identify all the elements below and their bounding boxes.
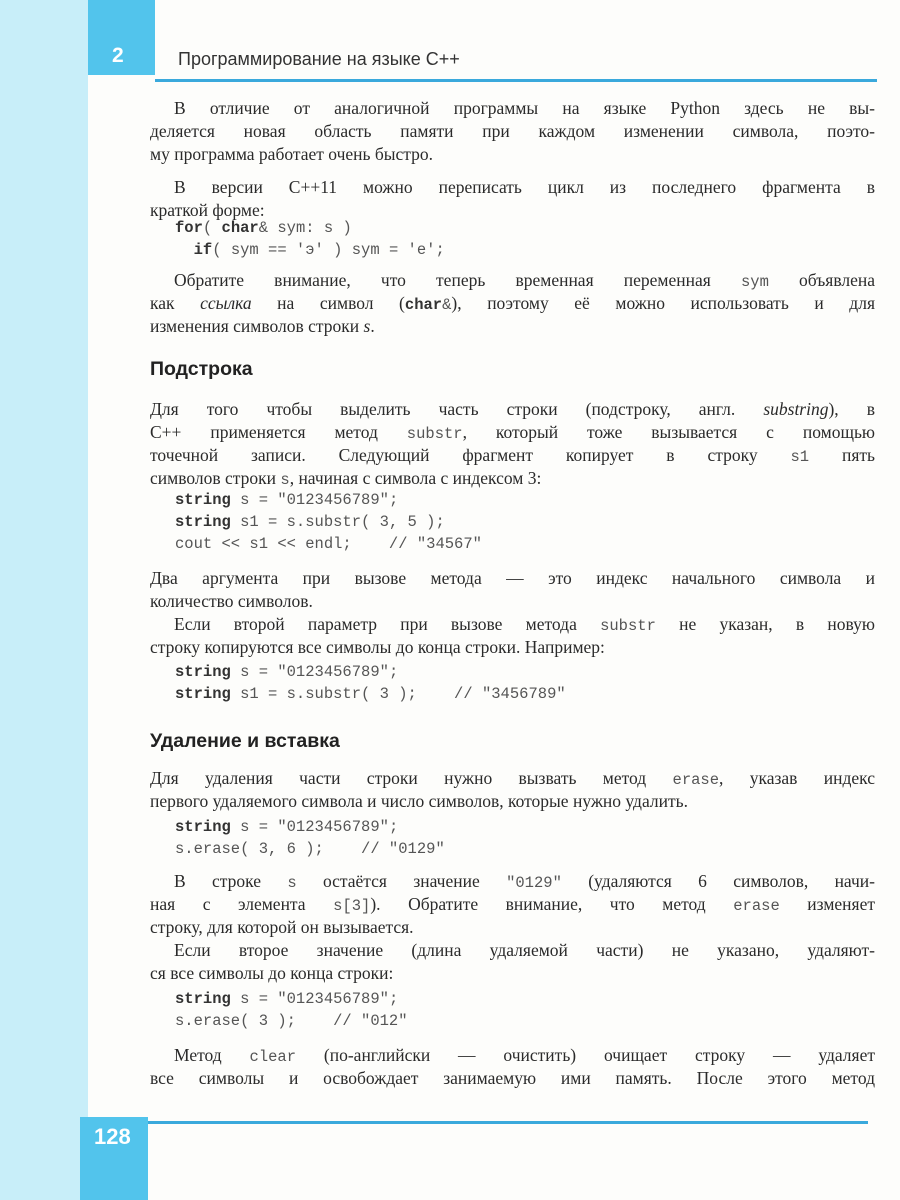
text-line [150, 421, 875, 444]
chapter-number: 2 [112, 44, 124, 67]
code-keyword: string [175, 990, 231, 1008]
text-line [150, 143, 875, 166]
italic-term: s [363, 316, 371, 336]
inline-code [175, 241, 194, 259]
paragraph [150, 97, 875, 166]
code-line [175, 838, 900, 860]
inline-code: s.erase( 3, 6 ); // "0129" [175, 840, 445, 858]
text-line [150, 870, 875, 893]
code-listing [175, 489, 900, 555]
paragraph [150, 767, 875, 813]
text-line [150, 97, 875, 120]
text-run: изменения символов строки [150, 316, 364, 336]
text-run: краткой форме: [150, 200, 265, 220]
text-line [150, 916, 875, 939]
inline-code: s.erase( 3 ); // "012" [175, 1012, 408, 1030]
text-run: Два аргумента при вызове метода — это индекс начального символа и [150, 568, 875, 588]
text-run: пять [809, 445, 876, 465]
code-listing [175, 661, 900, 705]
paragraph [150, 613, 875, 659]
text-run: ). Обратите внимание, что метод [370, 894, 734, 914]
code-line [175, 489, 900, 511]
text-run: Метод [174, 1045, 250, 1065]
text-run: Для того чтобы выделить часть строки (подстроку, англ. [150, 399, 764, 419]
italic-term: substring [763, 399, 829, 419]
inline-code: s1 = s.substr( 3 ); // "3456789" [230, 685, 566, 703]
paragraph [150, 176, 875, 222]
text-line [150, 1067, 875, 1090]
code-keyword: string [175, 663, 231, 681]
section-heading: Подстрока [150, 358, 253, 380]
inline-code: s = "0123456789"; [230, 990, 399, 1008]
text-line [150, 939, 875, 962]
text-line [150, 444, 875, 467]
code-line [175, 1010, 900, 1032]
text-line [150, 962, 875, 985]
inline-code: ( sym == 'э' ) sym = 'е'; [212, 241, 445, 259]
text-line [150, 613, 875, 636]
inline-code: substr [406, 425, 463, 443]
inline-code: clear [249, 1048, 297, 1066]
inline-code: s = "0123456789"; [230, 818, 399, 836]
inline-code: s [287, 874, 297, 892]
inline-code: & sym: s ) [258, 219, 352, 237]
text-run: символов строки [150, 468, 281, 488]
inline-code: sym [740, 273, 769, 291]
page-number: 128 [94, 1124, 131, 1149]
inline-code: ( [202, 219, 222, 237]
text-run: В версии C++11 можно переписать цикл из последнего фрагмента в [174, 177, 875, 197]
text-run: как [150, 293, 201, 313]
text-run: Для удаления части строки нужно вызвать метод [150, 768, 673, 788]
inline-code: erase [733, 897, 780, 915]
text-run: ), в [828, 399, 875, 419]
italic-term: ссылка [200, 293, 252, 313]
code-line [175, 239, 900, 261]
text-run: (по-английски — очистить) очищает строку — удаляет [296, 1045, 875, 1065]
text-run: C++ применяется метод [150, 422, 407, 442]
inline-code: s1 [790, 448, 810, 466]
text-run: Обратите внимание, что теперь временная переменная [174, 270, 741, 290]
header-rule [155, 79, 877, 82]
text-run: ная с элемента [150, 894, 334, 914]
text-line [150, 176, 875, 199]
text-line [150, 120, 875, 143]
code-keyword: string [175, 513, 231, 531]
inline-code: erase [672, 771, 720, 789]
text-run: все символы и освобождает занимаемую ими память. После этого метод [150, 1068, 875, 1088]
text-line [150, 636, 875, 659]
text-line [150, 398, 875, 421]
paragraph [150, 870, 875, 939]
text-run: деляется новая область памяти при каждом изменении символа, поэто- [150, 121, 875, 141]
code-line [175, 683, 900, 705]
inline-code: s = "0123456789"; [230, 663, 399, 681]
inline-code: s = "0123456789"; [230, 491, 399, 509]
text-line [150, 269, 875, 292]
section-heading: Удаление и вставка [150, 730, 340, 752]
text-line [150, 767, 875, 790]
text-run: . [370, 316, 375, 336]
text-run: В строке [174, 871, 288, 891]
text-run: строку копируются все символы до конца строки. Например: [150, 637, 605, 657]
inline-code: cout << s1 << endl; // "34567" [175, 535, 482, 553]
code-listing [175, 217, 900, 261]
code-listing [175, 816, 900, 860]
paragraph [150, 567, 875, 613]
code-keyword: char [404, 296, 443, 314]
text-line [150, 590, 875, 613]
code-line [175, 816, 900, 838]
code-keyword: string [175, 685, 231, 703]
text-line [150, 893, 875, 916]
text-line [150, 292, 875, 315]
code-keyword: string [175, 818, 231, 836]
text-run: (удаляются 6 символов, начи- [561, 871, 875, 891]
text-run: точечной записи. Следующий фрагмент копирует в строку [150, 445, 791, 465]
text-run: му программа работает очень быстро. [150, 144, 434, 164]
code-line [175, 511, 900, 533]
inline-code: substr [600, 617, 656, 635]
text-run: , который тоже вызывается с помощью [462, 422, 875, 442]
text-run: первого удаляемого символа и число символов, которые нужно удалить. [150, 791, 688, 811]
text-run: на символ ( [251, 293, 405, 313]
code-line [175, 533, 900, 555]
code-line [175, 988, 900, 1010]
code-keyword: char [221, 219, 259, 237]
text-line [150, 315, 875, 338]
running-title: Программирование на языке C++ [178, 49, 460, 69]
text-run: остаётся значение [296, 871, 507, 891]
inline-code: s1 = s.substr( 3, 5 ); [230, 513, 445, 531]
text-run: ся все символы до конца строки: [150, 963, 394, 983]
code-keyword: if [193, 241, 213, 259]
inline-code: & [442, 296, 452, 314]
left-margin-band [0, 0, 88, 1200]
text-run: не указан, в новую [655, 614, 875, 634]
paragraph [150, 939, 875, 985]
code-keyword: for [175, 219, 203, 237]
code-line [175, 217, 900, 239]
text-run: объявлена [768, 270, 876, 290]
text-run: количество символов. [150, 591, 313, 611]
code-keyword: string [175, 491, 231, 509]
text-run: В отличие от аналогичной программы на языке Python здесь не вы- [174, 98, 875, 118]
text-run: изменяет [779, 894, 876, 914]
text-run: Если второй параметр при вызове метода [174, 614, 601, 634]
text-run: Если второе значение (длина удаляемой части) не указано, удаляют- [174, 940, 875, 960]
footer-rule [148, 1121, 868, 1124]
text-line [150, 790, 875, 813]
text-run: строку, для которой он вызывается. [150, 917, 414, 937]
text-run: ), поэтому её можно использовать и для [451, 293, 875, 313]
code-listing [175, 988, 900, 1032]
text-run: , указав индекс [719, 768, 875, 788]
text-line [150, 567, 875, 590]
inline-code: s [280, 471, 290, 489]
paragraph [150, 398, 875, 490]
text-run: , начиная с символа с индексом 3: [289, 468, 542, 488]
text-line [150, 467, 875, 490]
inline-code: "0129" [506, 874, 562, 892]
code-line [175, 661, 900, 683]
inline-code: s[3] [333, 897, 371, 915]
text-line [150, 1044, 875, 1067]
paragraph [150, 1044, 875, 1090]
paragraph [150, 269, 875, 338]
